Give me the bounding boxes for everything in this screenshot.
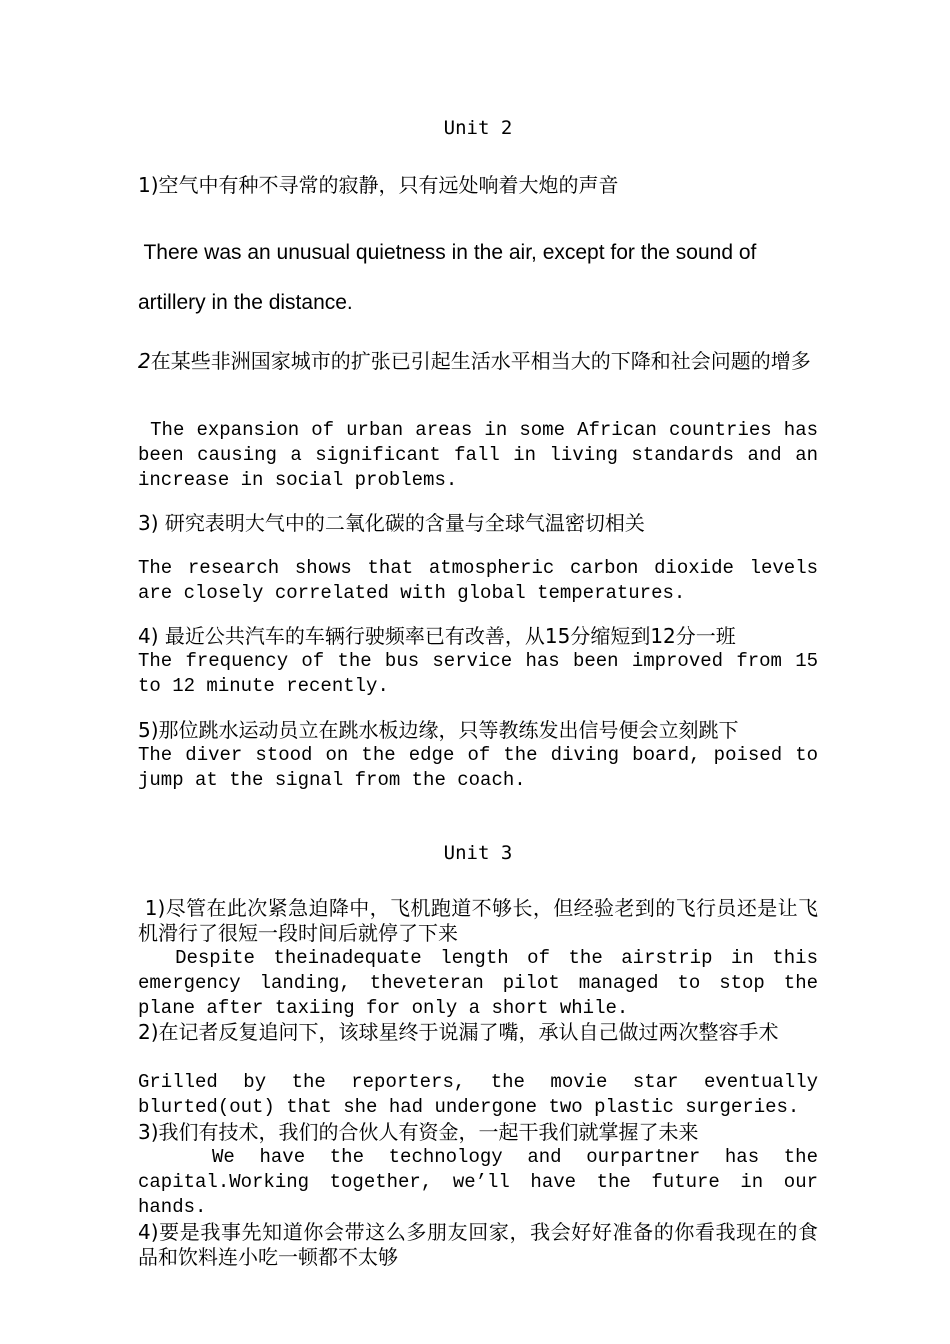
u2-q1-chinese: 1)空气中有种不寻常的寂静，只有远处响着大炮的声音 xyxy=(138,173,619,197)
u2-q3-english: The research shows that atmospheric carbon dioxide levels are closely correlated with global temperatures. xyxy=(138,557,830,604)
u2-q2-english: The expansion of urban areas in some African countries has been causing a significant fall in living standards and an increase in social problems. xyxy=(138,419,830,491)
u2-q5-chinese: 5)那位跳水运动员立在跳水板边缘，只等教练发出信号便会立刻跳下 xyxy=(138,718,739,742)
u2-q1-english-line2: artillery in the distance. xyxy=(138,291,353,314)
u3-q1-english: Despite theinadequate length of the airstrip in this emergency landing, theveteran pilot managed to stop the plane after taxiing for only a short while. xyxy=(138,947,830,1019)
u3-q2-english: Grilled by the reporters, the movie star eventually blurted(out) that she had undergone two plastic surgeries. xyxy=(138,1071,830,1118)
u2-q1-english-line1: There was an unusual quietness in the air, except for the sound of xyxy=(138,241,757,264)
u3-q3-chinese: 3)我们有技术，我们的合伙人有资金，一起干我们就掌握了未来 xyxy=(138,1120,699,1144)
u2-q5-english: The diver stood on the edge of the diving board, poised to jump at the signal from the coach. xyxy=(138,744,830,791)
u3-q2-chinese: 2)在记者反复追问下，该球星终于说漏了嘴，承认自己做过两次整容手术 xyxy=(138,1020,779,1044)
u3-q3-english: We have the technology and ourpartner has the capital.Working together, we’ll have the future in our hands. xyxy=(138,1146,830,1218)
u2-q2-number: 2 xyxy=(138,349,151,373)
u2-q4-chinese: 4) 最近公共汽车的车辆行驶频率已有改善，从15分缩短到12分一班 xyxy=(138,624,736,648)
u2-q3-chinese: 3) 研究表明大气中的二氧化碳的含量与全球气温密切相关 xyxy=(138,511,645,535)
u2-q2-text: 在某些非洲国家城市的扩张已引起生活水平相当大的下降和社会问题的增多 xyxy=(150,349,811,373)
unit-3-heading: Unit 3 xyxy=(443,842,513,864)
unit-2-heading: Unit 2 xyxy=(443,117,513,139)
u3-q1-chinese: 1)尽管在此次紧急迫降中，飞机跑道不够长，但经验老到的飞行员还是让飞机滑行了很短一段时间后就停了下来 xyxy=(138,896,819,945)
u3-q4-chinese: 4)要是我事先知道你会带这么多朋友回家，我会好好准备的你看我现在的食品和饮料连小吃一顿都不太够 xyxy=(138,1220,818,1269)
u2-q4-english: The frequency of the bus service has been improved from 15 to 12 minute recently. xyxy=(138,650,830,697)
u2-q2-chinese xyxy=(138,349,818,374)
